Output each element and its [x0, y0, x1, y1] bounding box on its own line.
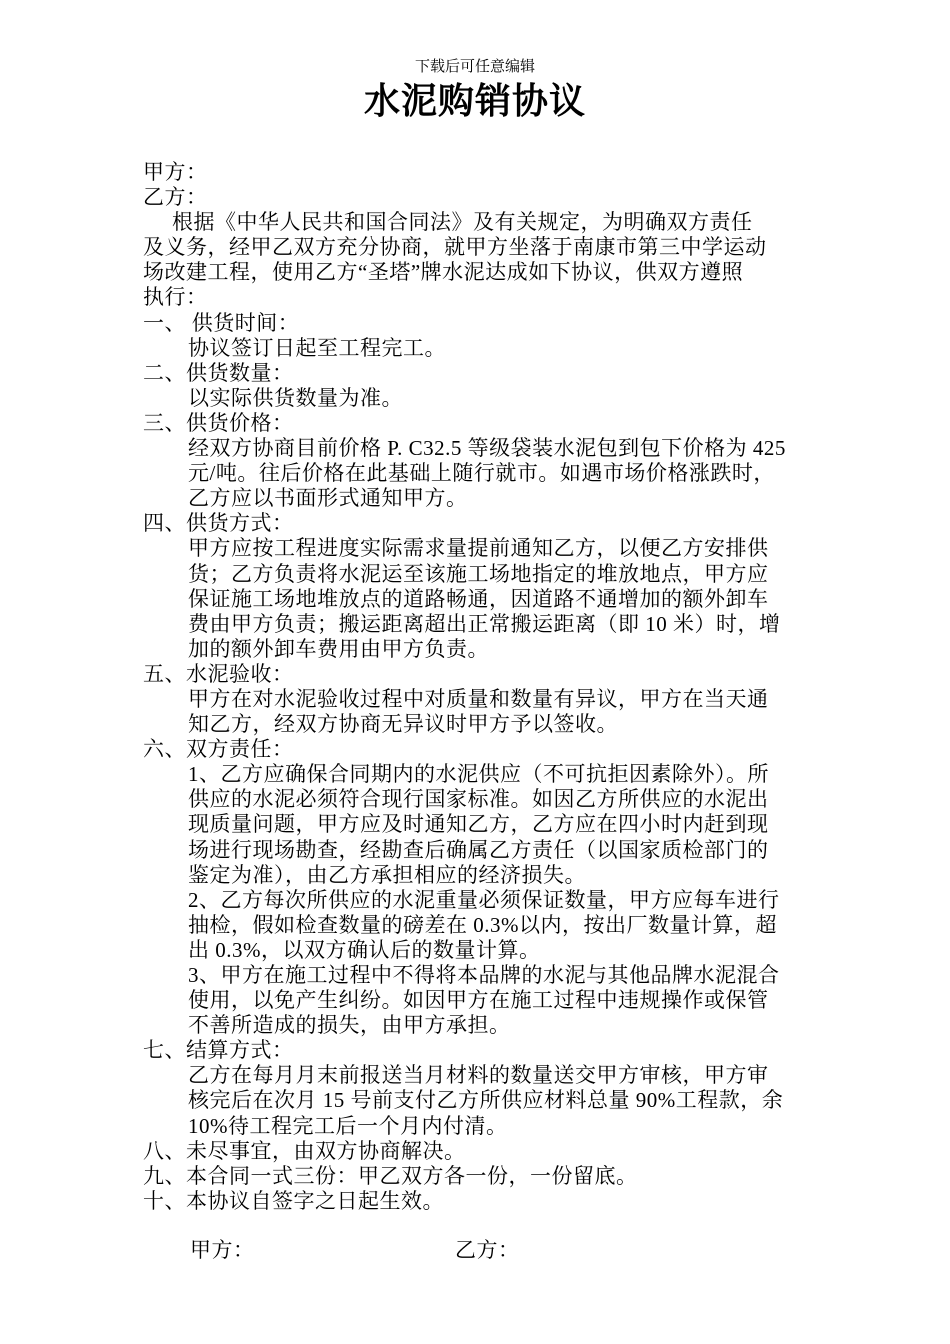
doc-line: 使用，以免产生纠纷。如因甲方在施工过程中违规操作或保管 — [188, 988, 769, 1013]
doc-line: 甲方在对水泥验收过程中对质量和数量有异议，甲方在当天通 — [188, 686, 769, 711]
doc-line: 场改建工程，使用乙方“圣塔”牌水泥达成如下协议，供双方遵照 — [143, 260, 744, 285]
doc-line: 乙方： — [143, 185, 208, 210]
doc-line: 2、乙方每次所供应的水泥重量必须保证数量，甲方应每车进行 — [188, 887, 780, 912]
document-body — [143, 160, 833, 1214]
doc-line: 场进行现场勘查，经勘查后确属乙方责任（以国家质检部门的 — [188, 837, 769, 862]
doc-line: 二、供货数量： — [143, 360, 294, 385]
doc-line: 现质量问题，甲方应及时通知乙方，乙方应在四小时内赶到现 — [188, 812, 769, 837]
doc-line: 1、乙方应确保合同期内的水泥供应（不可抗拒因素除外）。所 — [188, 762, 769, 787]
doc-line: 甲方应按工程进度实际需求量提前通知乙方，以便乙方安排供 — [188, 536, 769, 561]
doc-line: 核完后在次月 15 号前支付乙方所供应材料总量 90%工程款，余 — [188, 1088, 784, 1113]
doc-line: 货；乙方负责将水泥运至该施工场地指定的堆放地点，甲方应 — [188, 561, 769, 586]
doc-line: 抽检，假如检查数量的磅差在 0.3%以内，按出厂数量计算，超 — [188, 912, 777, 937]
doc-line: 执行： — [143, 285, 208, 310]
doc-line: 五、水泥验收： — [143, 661, 294, 686]
doc-line: 乙方在每月月末前报送当月材料的数量送交甲方审核，甲方审 — [188, 1063, 769, 1088]
doc-line: 鉴定为准），由乙方承担相应的经济损失。 — [188, 862, 586, 887]
doc-line: 知乙方，经双方协商无异议时甲方予以签收。 — [188, 712, 618, 737]
watermark-note: 下载后可任意编辑 — [414, 59, 535, 75]
doc-line: 经双方协商目前价格 P. C32.5 等级袋装水泥包到包下价格为 425 — [188, 436, 786, 461]
doc-line: 八、未尽事宜，由双方协商解决。 — [143, 1138, 466, 1163]
doc-line: 乙方应以书面形式通知甲方。 — [188, 486, 468, 511]
doc-line: 保证施工场地堆放点的道路畅通，因道路不通增加的额外卸车 — [188, 586, 769, 611]
doc-line: 供应的水泥必须符合现行国家标准。如因乙方所供应的水泥出 — [188, 787, 769, 812]
party-b-signature-label: 乙方： — [455, 1238, 520, 1262]
doc-line: 四、供货方式： — [143, 511, 294, 536]
doc-line: 及义务，经甲乙双方充分协商，就甲方坐落于南康市第三中学运动 — [143, 235, 767, 260]
doc-line: 六、双方责任： — [143, 737, 294, 762]
doc-line: 10%待工程完工后一个月内付清。 — [188, 1113, 508, 1138]
signature-row — [143, 1238, 833, 1264]
doc-line: 元/吨。往后价格在此基础上随行就市。如遇市场价格涨跌时， — [188, 461, 775, 486]
doc-line: 以实际供货数量为准。 — [188, 385, 403, 410]
doc-line: 出 0.3%，以双方确认后的数量计算。 — [188, 937, 541, 962]
party-a-signature-label: 甲方： — [190, 1238, 255, 1262]
doc-line: 甲方： — [143, 160, 208, 184]
doc-line: 3、甲方在施工过程中不得将本品牌的水泥与其他品牌水泥混合 — [188, 963, 780, 987]
doc-line: 三、供货价格： — [143, 410, 294, 435]
doc-line: 费由甲方负责；搬运距离超出正常搬运距离（即 10 米）时，增 — [188, 611, 781, 636]
doc-line: 协议签订日起至工程完工。 — [188, 335, 446, 360]
doc-line: 加的额外卸车费用由甲方负责。 — [188, 636, 489, 661]
document-title: 水泥购销协议 — [363, 80, 586, 121]
doc-line: 根据《中华人民共和国合同法》及有关规定，为明确双方责任 — [172, 210, 753, 235]
doc-line: 一、 供货时间： — [143, 310, 300, 335]
doc-line: 九、本合同一式三份：甲乙双方各一份，一份留底。 — [143, 1163, 638, 1188]
doc-line: 不善所造成的损失，由甲方承担。 — [188, 1013, 511, 1038]
doc-line: 七、结算方式： — [143, 1038, 294, 1063]
doc-line: 十、本协议自签字之日起生效。 — [143, 1188, 444, 1213]
